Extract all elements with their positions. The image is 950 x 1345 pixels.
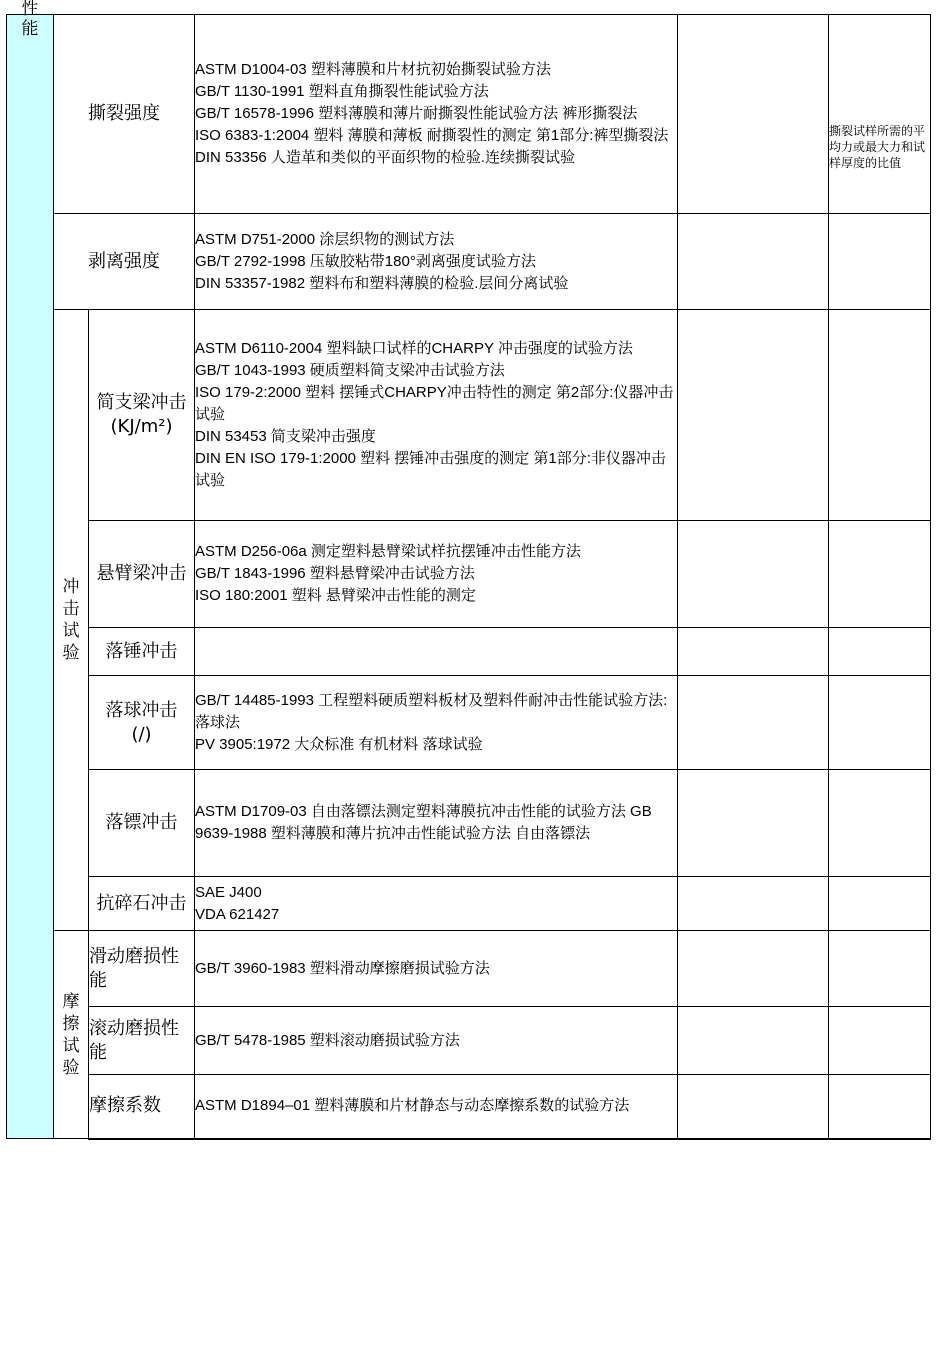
category-label: 性 能: [21, 0, 39, 39]
table-row-roll: [7, 1007, 931, 1075]
test-item-charpy: 简支梁冲击 (KJ/m²): [89, 310, 195, 521]
group-impact-test: 冲 击 试 验: [54, 310, 89, 931]
note-cell: [829, 1075, 931, 1139]
empty-cell: [678, 310, 829, 521]
empty-cell: [678, 877, 829, 931]
standards-hammer: [195, 628, 678, 676]
empty-cell: [678, 521, 829, 628]
standards-coef: ASTM D1894–01 塑料薄膜和片材静态与动态摩擦系数的试验方法: [195, 1075, 678, 1139]
empty-cell: [678, 15, 829, 214]
empty-cell: [678, 931, 829, 1007]
empty-cell: [678, 770, 829, 877]
table-row-hammer: [7, 628, 931, 676]
note-cell: [829, 931, 931, 1007]
note-cell: [829, 310, 931, 521]
standards-izod: ASTM D256-06a 测定塑料悬臂梁试样抗摆锤冲击性能方法 GB/T 1843-1996 塑料悬臂梁冲击试验方法 ISO 180:2001 塑料 悬臂梁冲击性能的测定: [195, 521, 678, 628]
category-cell: [7, 0, 54, 1139]
standards-charpy: ASTM D6110-2004 塑料缺口试样的CHARPY 冲击强度的试验方法 GB/T 1043-1993 硬质塑料简支梁冲击试验方法 ISO 179-2:2000 塑料 摆锤式CHARPY冲击特性的测定 第2部分:仪器冲击试验 DIN 53453 简支梁冲击强度 DIN EN ISO 179-1:2000 塑料 摆锤冲击强度的测定 第1部分:非仪器冲击试验: [195, 310, 678, 521]
table-row-ball: [7, 676, 931, 770]
note-cell: [829, 628, 931, 676]
test-item-dart: 落镖冲击: [89, 770, 195, 877]
table-row-dart: [7, 770, 931, 877]
test-item-ball: 落球冲击 (/): [89, 676, 195, 770]
test-item-tear: 撕裂强度: [54, 15, 195, 214]
test-item-coef: 摩擦系数: [89, 1075, 195, 1139]
test-item-stone: 抗碎石冲击: [89, 877, 195, 931]
note-tear: 撕裂试样所需的平均力或最大力和试样厚度的比值: [829, 15, 931, 214]
standards-peel: ASTM D751-2000 涂层织物的测试方法 GB/T 2792-1998 压敏胶粘带180°剥离强度试验方法 DIN 53357-1982 塑料布和塑料薄膜的检验.层间分离试验: [195, 214, 678, 310]
note-cell: [829, 1007, 931, 1075]
standards-ball: GB/T 14485-1993 工程塑料硬质塑料板材及塑料件耐冲击性能试验方法:落球法 PV 3905:1972 大众标准 有机材料 落球试验: [195, 676, 678, 770]
empty-cell: [678, 1075, 829, 1139]
note-cell: [829, 877, 931, 931]
standards-table: [6, 0, 931, 1140]
standards-dart: ASTM D1709-03 自由落镖法测定塑料薄膜抗冲击性能的试验方法 GB 9639-1988 塑料薄膜和薄片抗冲击性能试验方法 自由落镖法: [195, 770, 678, 877]
standards-stone: SAE J400 VDA 621427: [195, 877, 678, 931]
note-cell: [829, 676, 931, 770]
empty-cell: [678, 1007, 829, 1075]
table-row-stone: [7, 877, 931, 931]
table-row-izod: [7, 521, 931, 628]
standards-roll: GB/T 5478-1985 塑料滚动磨损试验方法: [195, 1007, 678, 1075]
table-row-peel: [7, 214, 931, 310]
note-cell: [829, 214, 931, 310]
table-row-coef: [7, 1075, 931, 1139]
table-row-charpy: [7, 310, 931, 521]
standards-tear: ASTM D1004-03 塑料薄膜和片材抗初始撕裂试验方法 GB/T 1130-1991 塑料直角撕裂性能试验方法 GB/T 16578-1996 塑料薄膜和薄片耐撕裂性能试验方法 裤形撕裂法 ISO 6383-1:2004 塑料 薄膜和薄板 耐撕裂性的测定 第1部分:裤型撕裂法 DIN 53356 人造革和类似的平面织物的检验.连续撕裂试验: [195, 15, 678, 214]
note-cell: [829, 770, 931, 877]
test-item-peel: 剥离强度: [54, 214, 195, 310]
group-friction-test: 摩 擦 试 验: [54, 931, 89, 1139]
test-item-roll: 滚动磨损性能: [89, 1007, 195, 1075]
standards-slide: GB/T 3960-1983 塑料滑动摩擦磨损试验方法: [195, 931, 678, 1007]
test-item-izod: 悬臂梁冲击: [89, 521, 195, 628]
empty-cell: [678, 628, 829, 676]
test-item-slide: 滑动磨损性能: [89, 931, 195, 1007]
table-row-tear: [7, 15, 931, 214]
empty-cell: [678, 214, 829, 310]
test-item-hammer: 落锤冲击: [89, 628, 195, 676]
note-cell: [829, 521, 931, 628]
table-row-slide: [7, 931, 931, 1007]
empty-cell: [678, 676, 829, 770]
